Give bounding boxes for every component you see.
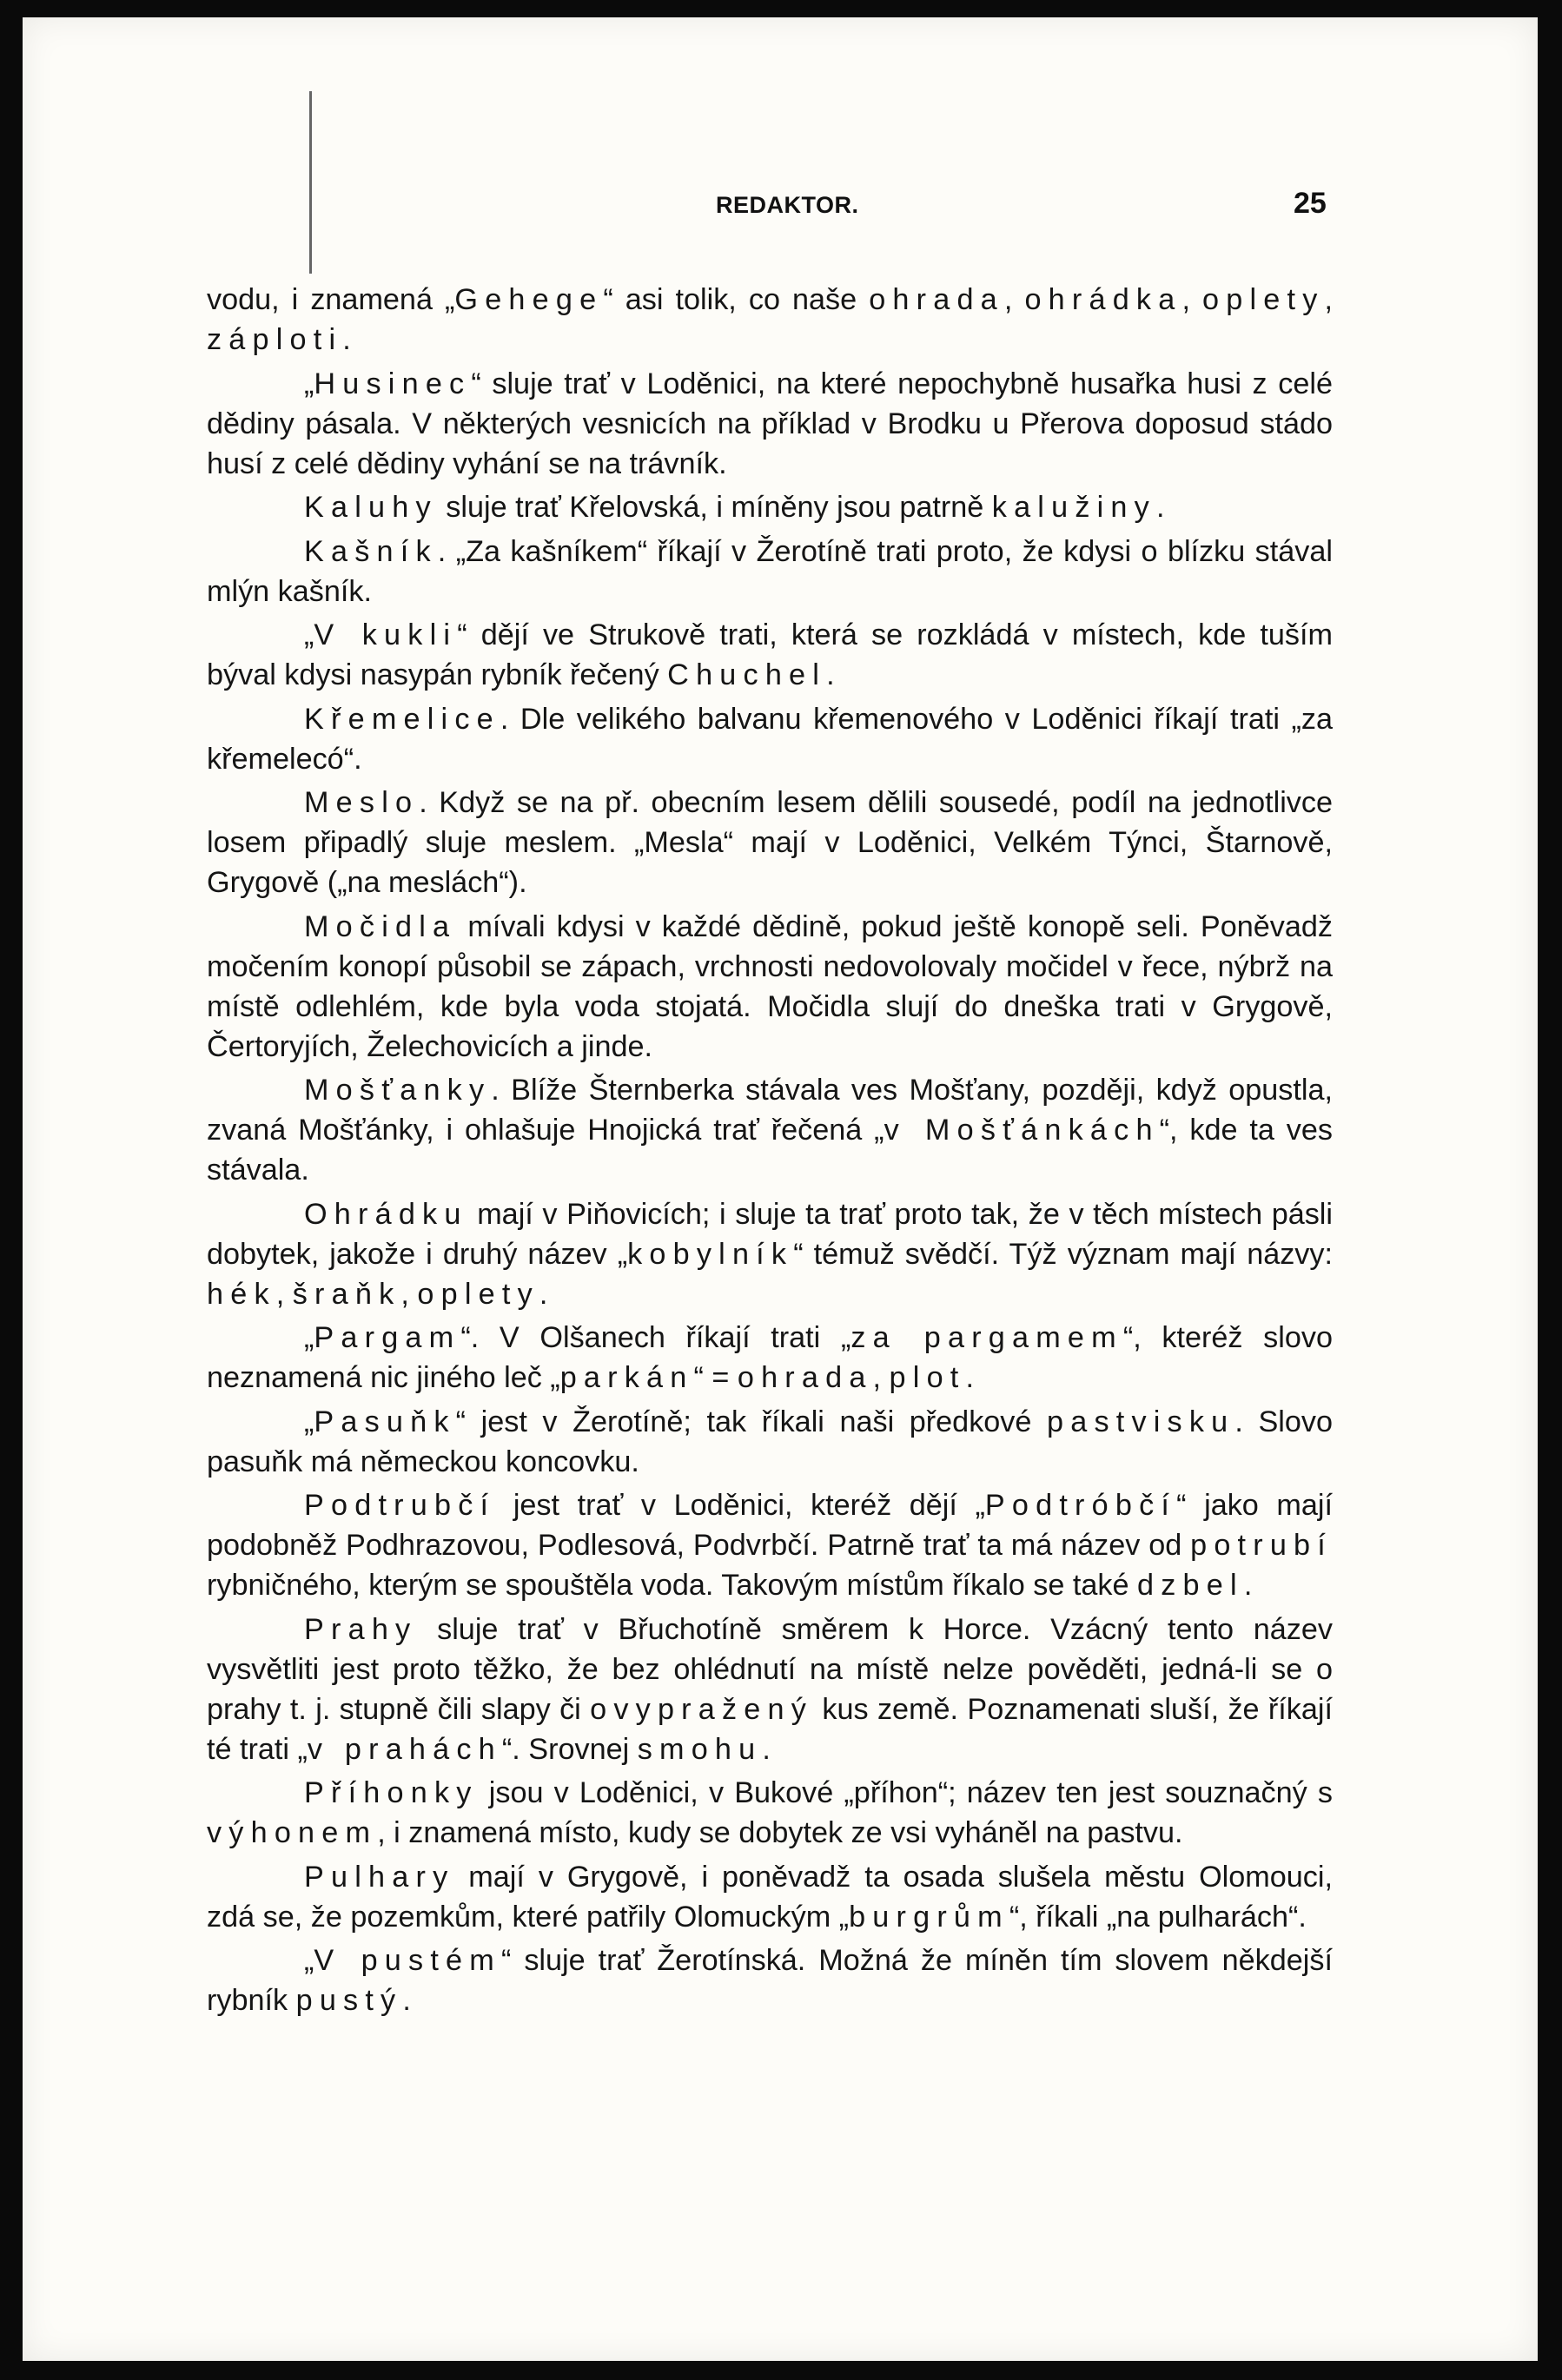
text-run: “ jest v Žerotíně; tak říkali naši předkové [455,1405,1047,1438]
text-run: . Slovo pasuňk má německou koncovku. [207,1405,1333,1478]
spaced-term: Podtróbčí [984,1489,1177,1522]
spaced-term: Močidla [304,909,457,943]
text-run: mají v Piňovicích; i sluje ta trať proto tak, že v těch místech pásli dobytek, jakože i druhý název „ [207,1197,1333,1271]
text-run: jest trať v Loděnici, kteréž dějí „ [495,1489,985,1522]
book-page [23,17,1538,2361]
text-run: , [400,1277,418,1311]
paragraph [207,1610,1333,1769]
text-run: , [1324,283,1333,316]
text-run: , [1181,283,1203,316]
spaced-term: potrubí [1190,1529,1333,1562]
running-head: REDAKTOR. [716,192,859,218]
spaced-term: kobylník [627,1237,794,1271]
spaced-term: pustý [295,1984,403,2017]
spaced-term: parkán [559,1361,694,1394]
paragraph [207,280,1333,360]
spaced-term: ohrada [737,1361,873,1394]
spaced-term: Gehege [454,283,604,316]
paragraph [207,783,1333,902]
text-run: jsou v Loděnici, v Bukové „příhon“; název ten jest souznačný s [478,1776,1333,1809]
text-run: „ [304,1944,314,1977]
spaced-term: ohrada [869,283,1004,316]
text-run: mívali kdysi v každé dědině, pokud ještě konopě seli. Poněvadž močením konopí působil se zápach, vrchnosti nedovolovaly močidel v řece, nýbrž na místě odlehlém, kde byla voda stojatá. Močidla slují do dneška trati v Grygově, Čertoryjích, Želechovicích a jinde. [207,909,1333,1063]
text-run: “ asi tolik, co naše [603,283,870,316]
spaced-term: burgrům [849,1900,1009,1934]
text-run: . [539,1277,548,1311]
text-run: “ dějí ve Strukově trati, která se rozkládá v místech, kde tuším býval kdysi nasypán rybník řečený [207,618,1333,691]
text-run: “ sluje trať Žerotínská. Možná že míněn tím slovem někdejší rybník [207,1944,1333,2017]
text-run: , [275,1277,293,1311]
paragraph [207,1194,1333,1314]
spaced-term: oplety [417,1277,539,1311]
text-run: . [762,1732,771,1766]
spaced-term: Příhonky [304,1776,479,1809]
spaced-term: výhonem [207,1816,378,1849]
text-run: . Když se na př. obecním lesem dělili sousedé, podíl na jednotlivce losem připadlý sluje meslem. „Mesla“ mají v Loděnici, Velkém Týnci, Štarnově, Grygově („na meslách“). [207,786,1333,899]
spaced-term: V pustém [314,1944,501,1977]
text-run: , [872,1361,890,1394]
paragraph [207,907,1333,1067]
paragraph [207,1485,1333,1605]
text-run: , i znamená místo, kudy se dobytek ze vsi vyháněl na pastvu. [377,1816,1183,1849]
spaced-term: Prahy [304,1612,418,1646]
spaced-term: Pulhary [304,1860,455,1894]
text-run: “. V Olšanech říkají trati „ [460,1321,851,1354]
text-run: . [965,1361,974,1394]
text-run: “, kteréž slovo neznamená nic jiného leč „ [207,1321,1333,1394]
spaced-term: Pasuňk [314,1405,456,1438]
text-run: . [342,323,351,356]
paragraph [207,532,1333,612]
text-run: „ [304,367,314,400]
spaced-term: Pargam [314,1321,461,1354]
spaced-term: Chuchel [667,658,827,691]
body-text [207,280,1333,2025]
text-run: „ [304,1405,314,1438]
spaced-term: ohrádka [1024,283,1182,316]
text-run: sluje trať Křelovská, i míněny jsou patrně [437,491,992,524]
text-run: . „Za kašníkem“ říkají v Žerotíně trati proto, že kdysi o blízku stával mlýn kašník. [207,534,1333,608]
paragraph [207,1940,1333,2020]
text-run: “ témuž svědčí. Týž význam mají názvy: [793,1237,1333,1271]
spaced-term: dzbel [1137,1569,1244,1602]
spaced-term: Husinec [314,367,472,400]
text-run: rybničného, kterým se spouštěla voda. Takovým místům říkalo se také [207,1569,1138,1602]
spaced-term: V kukli [314,618,458,651]
spaced-term: pastvisku [1047,1405,1235,1438]
text-run: . Dle velikého balvanu křemenového v Loděnici říkají trati „za křemelecó“. [207,702,1333,776]
text-run: . [1243,1569,1253,1602]
page-header [23,187,1538,230]
paragraph [207,1773,1333,1853]
text-run: mají v Grygově, i poněvadž ta osada slušela městu Olomouci, zdá se, že pozemkům, které patřily Olomuckým „ [207,1860,1333,1934]
spaced-term: Mošťanky [304,1074,492,1107]
text-run: “ sluje trať v Loděnici, na které nepochybně husařka husi z celé dědiny pásala. V některých vesnicích na příklad v Brodku u Přerova doposud stádo husí z celé dědiny vyhání se na trávník. [207,367,1333,480]
spaced-term: Kaluhy [304,491,438,524]
paragraph [207,364,1333,484]
text-run: vodu, i znamená „ [207,283,455,316]
text-run: sluje trať v Břuchotíně směrem k Horce. Vzácný tento název vysvětliti jest proto těžko, že bez ohlédnutí na místě nelze pověděti, jedná-li se o prahy t. j. stupně čili slapy či [207,1612,1333,1726]
spaced-term: Ohrádku [304,1197,468,1231]
paragraph [207,487,1333,527]
spaced-term: v prahách [307,1732,502,1766]
spaced-term: Meslo [304,786,420,819]
paragraph [207,1318,1333,1398]
spaced-term: Kašník [304,534,438,568]
spaced-term: záploti [207,323,343,356]
paragraph [207,1857,1333,1937]
text-run: kus země. Poznamenati sluší, že říkají té trati „ [207,1692,1334,1766]
spaced-term: kalužiny [991,491,1156,524]
text-run: “ jako mají podobněž Podhrazovou, Podlesová, Podvrbčí. Patrně trať ta má název od [207,1489,1333,1562]
spaced-term: plot [889,1361,966,1394]
spaced-term: oplety [1202,283,1325,316]
spaced-term: ovypražený [590,1692,814,1726]
text-run: . [826,658,835,691]
text-run: “, kde ta ves stávala. [207,1114,1333,1187]
paragraph [207,1070,1333,1190]
page-number: 25 [1294,187,1327,220]
spaced-term: Podtrubčí [304,1489,496,1522]
text-run: “. Srovnej [501,1732,638,1766]
spaced-term: v Mošťánkách [884,1114,1160,1147]
spaced-term: smohu [637,1732,763,1766]
text-run: “, říkali „na pulharách“. [1009,1900,1307,1934]
spaced-term: Křemelice [304,702,500,736]
text-run: . Blíže Šternberka stávala ves Mošťany, později, když opustla, zvaná Mošťánky, i ohlašuje Hnojická trať řečená „ [207,1074,1333,1147]
spaced-term: hék [207,1277,276,1311]
page-edge-mark [309,91,312,274]
text-run: “ = [693,1361,738,1394]
paragraph [207,615,1333,695]
spaced-term: šraňk [292,1277,401,1311]
text-run: „ [304,618,314,651]
text-run: , [1003,283,1025,316]
paragraph [207,699,1333,779]
text-run: „ [304,1321,314,1354]
text-run: . [1155,491,1165,524]
paragraph [207,1402,1333,1482]
spaced-term: za pargamem [850,1321,1123,1354]
text-run: . [402,1984,411,2017]
